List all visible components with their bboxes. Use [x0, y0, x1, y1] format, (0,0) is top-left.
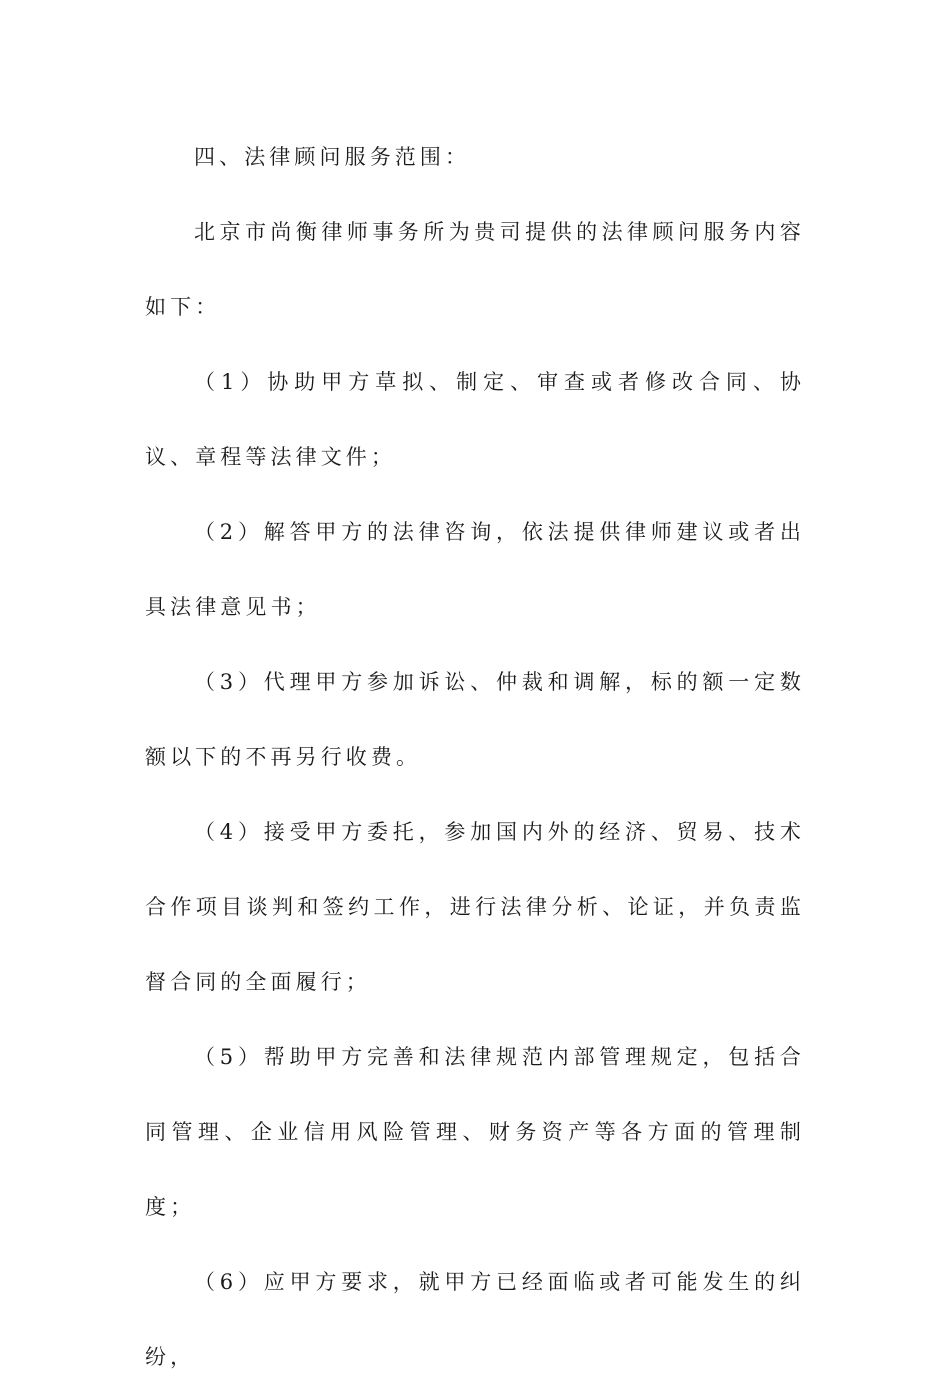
service-item-4: （4）接受甲方委托，参加国内外的经济、贸易、技术合作项目谈判和签约工作，进行法律分析、论证，并负责监督合同的全面履行； [145, 820, 805, 994]
service-item-5: （5）帮助甲方完善和法律规范内部管理规定，包括合同管理、企业信用风险管理、财务资产等各方面的管理制度； [145, 1045, 805, 1219]
section-heading: 四、法律顾问服务范围： [194, 145, 471, 169]
service-item-3: （3）代理甲方参加诉讼、仲裁和调解，标的额一定数额以下的不再另行收费。 [145, 670, 805, 769]
service-item-1: （1）协助甲方草拟、制定、审查或者修改合同、协议、章程等法律文件； [145, 370, 805, 469]
service-item-2: （2）解答甲方的法律咨询，依法提供律师建议或者出具法律意见书； [145, 520, 805, 619]
intro-paragraph: 北京市尚衡律师事务所为贵司提供的法律顾问服务内容如下： [145, 220, 805, 319]
service-item-6: （6）应甲方要求，就甲方已经面临或者可能发生的纠纷， [145, 1270, 805, 1369]
document-body [145, 120, 805, 1395]
